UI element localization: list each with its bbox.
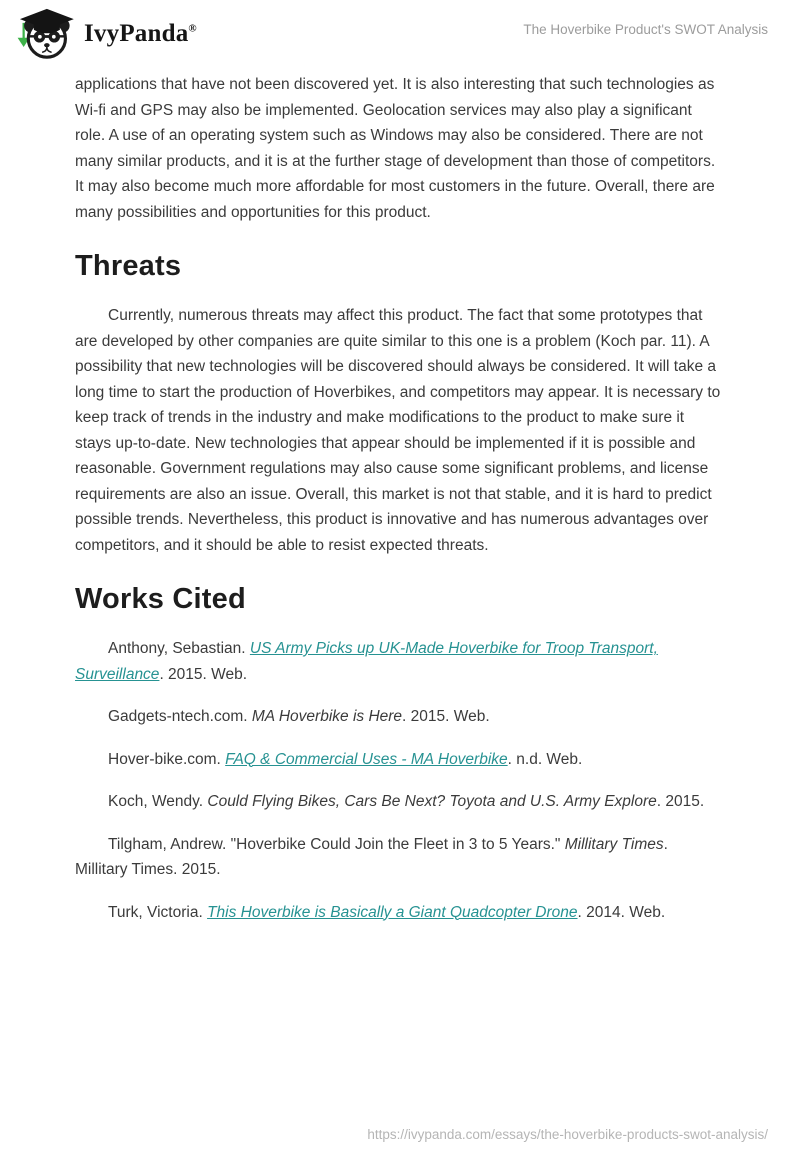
citation-work-title: Could Flying Bikes, Cars Be Next? Toyota and U.S. Army Explore bbox=[207, 793, 657, 810]
citation-koch bbox=[75, 789, 721, 815]
citation-anthony bbox=[75, 636, 721, 687]
paragraph-threats: Currently, numerous threats may affect this product. The fact that some prototypes that are developed by other companies are quite similar to this one is a problem (Koch par. 11). A possibility that new technologies will be discovered should always be considered. It will take a long time to start the production of Hoverbikes, and competitors may appear. It is necessary to keep track of trends in the industry and make modifications to the product to make sure it stays up-to-date. New technologies that appear should be implemented if it is possible and reasonable. Government regulations may also cause some significant problems, and license requirements are also an issue. Overall, this market is not that stable, and it is hard to predict possible trends. Nevertheless, this product is innovative and has numerous advantages over competitors, and it should be able to resist expected threats. bbox=[75, 307, 721, 554]
citation-suffix: . 2015. bbox=[656, 793, 705, 810]
page-header bbox=[0, 0, 800, 62]
citation-suffix: . n.d. Web. bbox=[507, 750, 583, 768]
citation-gadgets-ntech bbox=[75, 704, 721, 730]
ivypanda-panda-logo-icon bbox=[14, 8, 76, 60]
page-footer bbox=[367, 1126, 768, 1144]
citation-work-title: Millitary Times bbox=[564, 835, 664, 853]
citation-suffix: . Millitary Times. 2015. bbox=[75, 835, 668, 878]
ivypanda-brand[interactable] bbox=[14, 8, 197, 60]
citation-prefix: Gadgets-ntech.com. bbox=[108, 708, 252, 725]
citation-turk bbox=[75, 900, 721, 926]
citation-work-title: MA Hoverbike is Here bbox=[251, 708, 403, 725]
citation-suffix: . 2014. Web. bbox=[577, 903, 666, 921]
document-content bbox=[75, 62, 721, 925]
citation-link-hover-bike[interactable]: FAQ & Commercial Uses - MA Hoverbike bbox=[225, 750, 508, 768]
citation-prefix: Tilgham, Andrew. "Hoverbike Could Join the Fleet in 3 to 5 Years." bbox=[108, 835, 565, 853]
citation-link-anthony[interactable]: US Army Picks up UK-Made Hoverbike for Troop Transport, Surveillance bbox=[75, 640, 658, 683]
brand-wordmark bbox=[84, 20, 197, 48]
citation-prefix: Anthony, Sebastian. bbox=[108, 640, 250, 657]
citation-prefix: Hover-bike.com. bbox=[108, 750, 226, 768]
citation-suffix: . 2015. Web. bbox=[159, 665, 248, 683]
citation-tilgham bbox=[75, 832, 721, 883]
citation-link-turk[interactable]: This Hoverbike is Basically a Giant Quadcopter Drone bbox=[207, 903, 578, 921]
paragraph-opportunities-continued: applications that have not been discovered yet. It is also interesting that such technologies as Wi-fi and GPS may also be implemented. Geolocation services may also play a significant role. A use of an operating system such as Windows may also be considered. There are not many similar products, and it is at the further stage of development than those of competitors. It may also become much more affordable for most customers in the future. Overall, there are many possibilities and opportunities for this product. bbox=[75, 76, 716, 221]
heading-threats: Threats bbox=[75, 250, 182, 282]
registered-mark: ® bbox=[188, 22, 197, 35]
citation-hover-bike bbox=[75, 747, 721, 773]
heading-works-cited: Works Cited bbox=[75, 583, 246, 615]
document-title: The Hoverbike Product's SWOT Analysis bbox=[523, 22, 768, 37]
brand-text: IvyPanda bbox=[84, 20, 189, 47]
citation-suffix: . 2015. Web. bbox=[402, 708, 490, 725]
citation-prefix: Turk, Victoria. bbox=[108, 903, 208, 921]
source-url[interactable]: https://ivypanda.com/essays/the-hoverbike-products-swot-analysis/ bbox=[367, 1127, 768, 1142]
citation-prefix: Koch, Wendy. bbox=[108, 793, 208, 810]
